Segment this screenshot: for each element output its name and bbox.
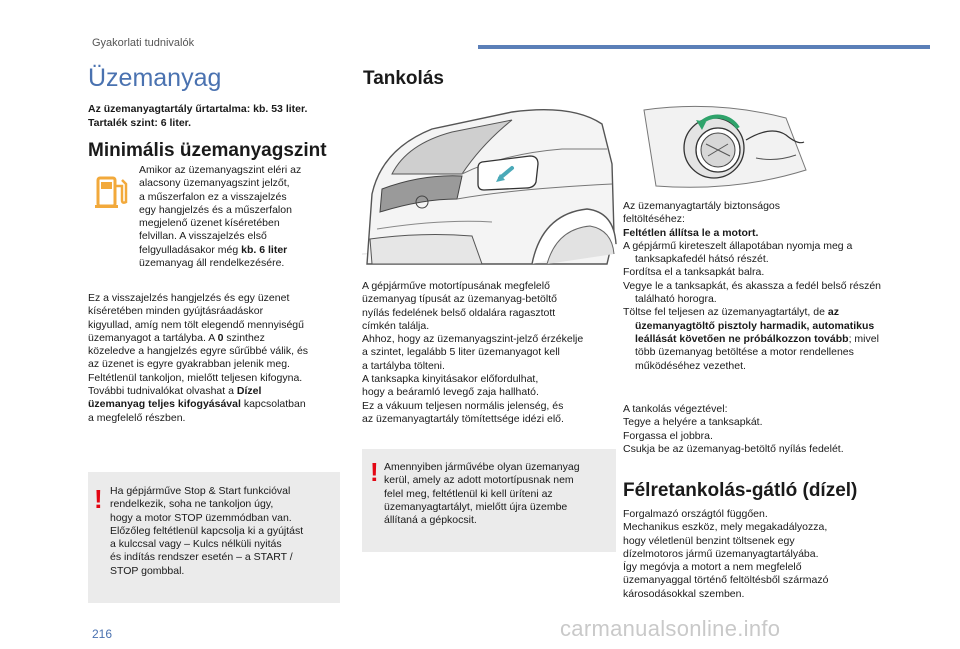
watermark: carmanualsonline.info [560, 616, 781, 641]
stop-start-note-text: Ha gépjárműve Stop & Start funkcióval rendelkezik, soha ne tankoljon úgy, hogy a motor STOP üzemmódban van. Előzőleg feltétlenül kapcsolja ki a gyújtást a kulccsal vagy – Kulcs nélküli nyitás és indítás rendszer esetén – a START / STOP gombbal. [110, 485, 304, 577]
min-level-heading: Minimális üzemanyagszint [88, 140, 327, 161]
misfuel-text: Forgalmazó országtól függően. Mechanikus eszköz, mely megakadályozza, hogy véletlenül benzint töltsenek egy dízelmotoros jármű üzemanyagtartályába. Így megóvja a motort a nem megfelelő üzemanyaggal történő feltöltésből származó károsodásokkal szemben. [623, 508, 829, 600]
fuel-gauge-icon [92, 172, 132, 212]
page-title: Üzemanyag [88, 64, 222, 92]
misfuel-heading: Félretankolás-gátló (dízel) [623, 480, 858, 501]
section-label: Gyakorlati tudnivalók [92, 37, 195, 49]
wrong-fuel-note-text: Amennyiben járművébe olyan üzemanyag kerül, amely az adott motortípusnak nem felel meg, feltétlenül ki kell üríteni az üzemanyagtartályt, mielőtt újra üzembe állítaná a gépkocsit. [384, 461, 580, 527]
warning-paragraph: Ez a visszajelzés hangjelzés és egy üzenet kíséretében minden gyújtásráadáskor kigyullad, amíg nem tölt elegendő mennyiségű üzemanyagot a tartályba. A 0 szinthez közeledve a hangjelzés egyre sűrűbbé válik, és az üzenet is egyre gyakrabban jelenik meg. Feltétlenül tankoljon, mielőtt teljesen kifogyna. További tudnivalókat olvashat a Dízel üzemanyag teljes kifogyásával kapcsolatban a megfelelő részben. [88, 292, 309, 424]
fuel-cap-illustration [636, 100, 810, 192]
refuel-heading: Tankolás [363, 68, 444, 89]
warning-exclamation-icon: ! [94, 484, 103, 514]
page-number: 216 [92, 627, 113, 641]
after-refuel-steps: A tankolás végeztével: Tegye a helyére a tanksapkát. Forgassa el jobbra. Csukja be az üzemanyag-betöltő nyílás fedelét. [623, 403, 844, 455]
car-rear-illustration [362, 104, 617, 271]
wrong-fuel-note [362, 449, 616, 552]
refuel-steps: Az üzemanyagtartály biztonságos feltöltéséhez: Feltétlen állítsa le a motort. A gépjármű kireteszelt állapotában nyomja meg a tanksapkafedél hátsó részét. Fordítsa el a tanksapkát balra. Vegye le a tanksapkát, és akassza a fedél belső részén található horogra. Töltse fel teljesen az üzemanyagtartályt, de az üzemanyagtöltő pisztoly harmadik, automatikus leállását követően ne próbálkozzon tovább; mivel több üzemanyag betöltése a motor rendellenes működéséhez vezethet. [623, 200, 881, 372]
refuel-text: A gépjárműve motortípusának megfelelő üzemanyag típusát az üzemanyag-betöltő nyílás fedelének belső oldalára ragasztott címkén találja. Ahhoz, hogy az üzemanyagszint-jelző érzékelje a szintet, legalább 5 liter üzemanyagot kell a tartályba tölteni. A tanksapka kinyitásakor előfordulhat, hogy a beáramló levegő zaja hallható. Ez a vákuum teljesen normális jelenség, és az üzemanyagtartály tömítettsége idézi elő. [362, 280, 584, 425]
capacity-info: Az üzemanyagtartály űrtartalma: kb. 53 liter. Tartalék szint: 6 liter. [88, 103, 308, 129]
warning-exclamation-icon: ! [370, 457, 379, 487]
header-accent-bar [478, 45, 930, 49]
min-level-text: Amikor az üzemanyagszint eléri az alacsony üzemanyagszint jelzőt, a műszerfalon ez a visszajelzés egy hangjelzés és a műszerfalon megjelenő üzenet kíséretében felvillan. A visszajelzés első felgyulladásakor még kb. 6 liter üzemanyag áll rendelkezésére. [139, 164, 302, 270]
stop-start-note [88, 472, 340, 603]
